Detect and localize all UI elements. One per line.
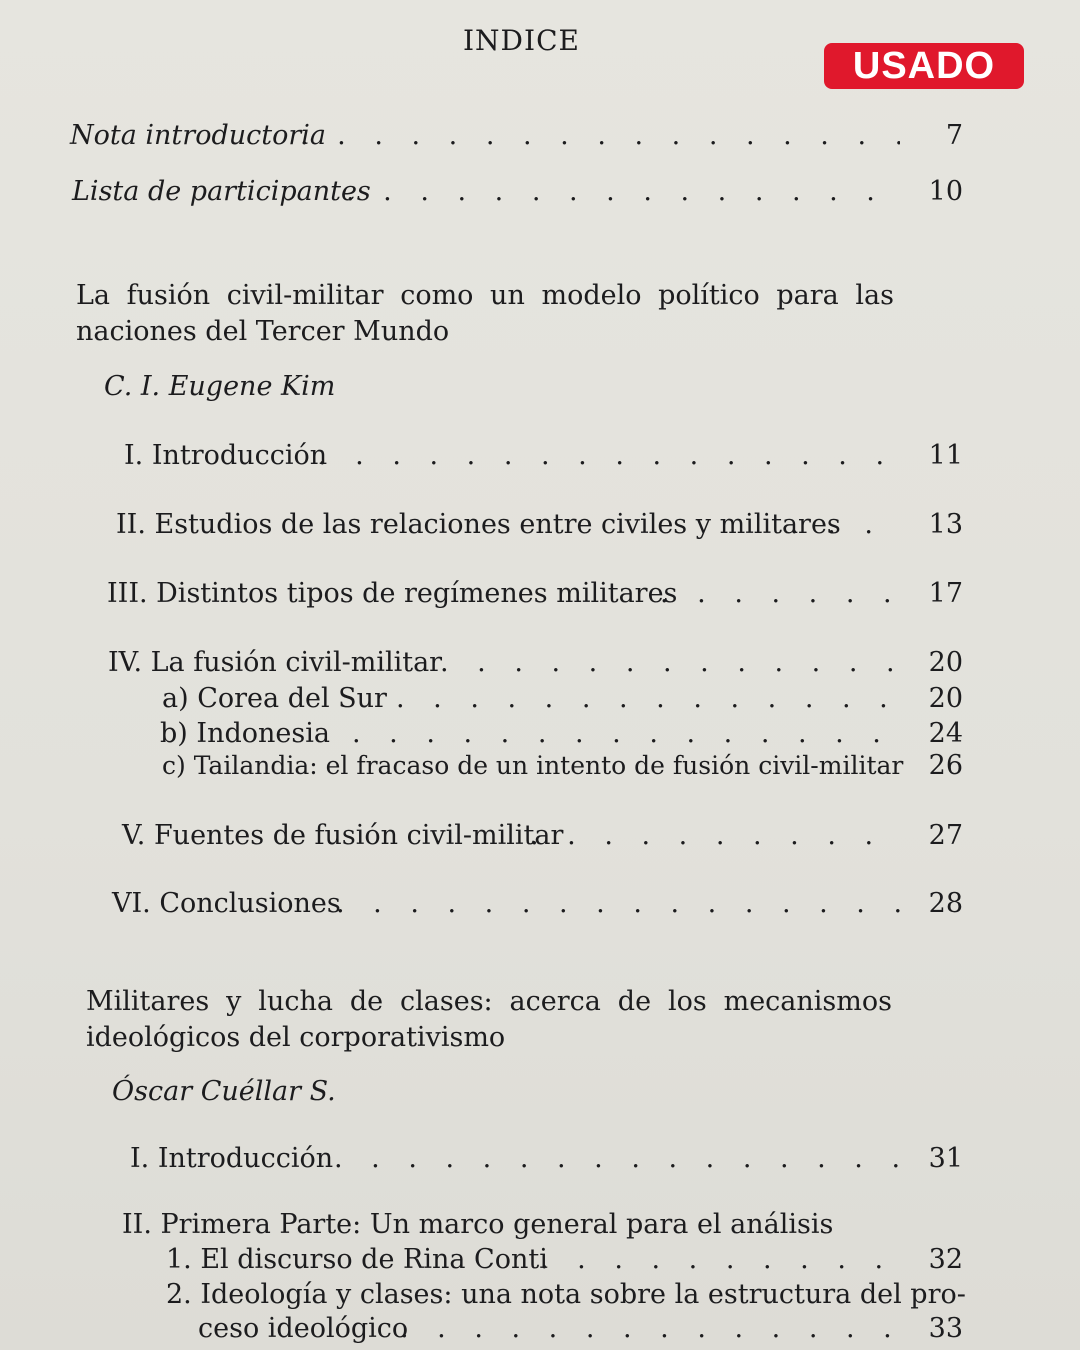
leader-dots xyxy=(334,1139,900,1179)
toc-entry xyxy=(0,679,1080,719)
leader-dots xyxy=(336,884,900,924)
toc-entry xyxy=(0,884,1080,924)
toc-entry-page: 27 xyxy=(928,820,963,851)
toc-entry-label: II. Primera Parte: Un marco general para el análisis xyxy=(122,1209,834,1240)
toc-entry-label: Lista de participantes xyxy=(72,176,371,207)
toc-entry-label: a) Corea del Sur xyxy=(162,683,387,714)
used-badge: USADO xyxy=(824,43,1024,89)
toc-entry xyxy=(0,1309,1080,1349)
toc-entry-page: 24 xyxy=(928,718,963,749)
author-name: Óscar Cuéllar S. xyxy=(112,1076,336,1107)
leader-dots xyxy=(530,816,900,856)
toc-entry-label: I. Introducción xyxy=(124,440,328,471)
toc-entry-page: 31 xyxy=(928,1143,963,1174)
toc-entry-page: 20 xyxy=(928,647,963,678)
essay-author xyxy=(0,367,1080,407)
toc-entry-page: 17 xyxy=(928,578,963,609)
leader-dots xyxy=(318,436,900,476)
leader-dots xyxy=(396,679,900,719)
toc-entry-label: III. Distintos tipos de regímenes militares xyxy=(107,578,678,609)
toc-entry xyxy=(0,746,1080,786)
toc-entry xyxy=(0,1240,1080,1280)
toc-entry-page: 11 xyxy=(928,440,963,471)
essay-title: La fusión civil-militar como un modelo político para las naciones del Tercer Mundo xyxy=(76,280,894,347)
toc-entry xyxy=(0,574,1080,614)
toc-entry-label: V. Fuentes de fusión civil-militar xyxy=(122,820,564,851)
toc-entry-page: 28 xyxy=(928,888,963,919)
toc-entry xyxy=(0,816,1080,856)
toc-entry-page: 33 xyxy=(928,1313,963,1344)
leader-dots xyxy=(540,1240,900,1280)
toc-entry-page: 20 xyxy=(928,683,963,714)
leader-dots xyxy=(300,116,900,156)
leader-dots xyxy=(346,172,900,212)
toc-entry-label: II. Estudios de las relaciones entre civiles y militares xyxy=(116,509,841,540)
toc-entry-page: 26 xyxy=(928,750,963,781)
toc-entry xyxy=(0,643,1080,683)
leader-dots xyxy=(790,505,900,545)
toc-entry xyxy=(0,505,1080,545)
toc-entry-label: ceso ideológico xyxy=(198,1313,409,1344)
toc-entry-label: Nota introductoria xyxy=(70,120,326,151)
author-name: C. I. Eugene Kim xyxy=(104,371,336,402)
toc-entry-page: 32 xyxy=(928,1244,963,1275)
toc-entry-label: c) Tailandia: el fracaso de un intento de fusión civil-militar xyxy=(162,751,904,780)
toc-entry-label: IV. La fusión civil-militar xyxy=(108,647,443,678)
leader-dots xyxy=(440,643,900,683)
essay-title: Militares y lucha de clases: acerca de los mecanismos ideológicos del corporativismo xyxy=(86,986,892,1053)
toc-entry-page: 10 xyxy=(928,176,963,207)
toc-entry-label: VI. Conclusiones xyxy=(112,888,341,919)
toc-entry xyxy=(0,436,1080,476)
toc-entry-page: 13 xyxy=(928,509,963,540)
essay-author xyxy=(0,1072,1080,1112)
toc-entry xyxy=(0,1139,1080,1179)
toc-entry-label: 1. El discurso de Rina Conti xyxy=(166,1244,548,1275)
leader-dots xyxy=(660,574,900,614)
toc-entry-label: I. Introducción xyxy=(130,1143,334,1174)
toc-entry-label: b) Indonesia xyxy=(160,718,330,749)
toc-entry-page: 7 xyxy=(945,120,963,151)
toc-entry-label: 2. Ideología y clases: una nota sobre la estructura del pro- xyxy=(166,1279,966,1310)
toc-entry xyxy=(0,172,1080,212)
toc-entry xyxy=(0,1205,1080,1245)
index-heading: INDICE xyxy=(463,24,580,57)
toc-entry xyxy=(0,116,1080,156)
leader-dots xyxy=(400,1309,900,1349)
